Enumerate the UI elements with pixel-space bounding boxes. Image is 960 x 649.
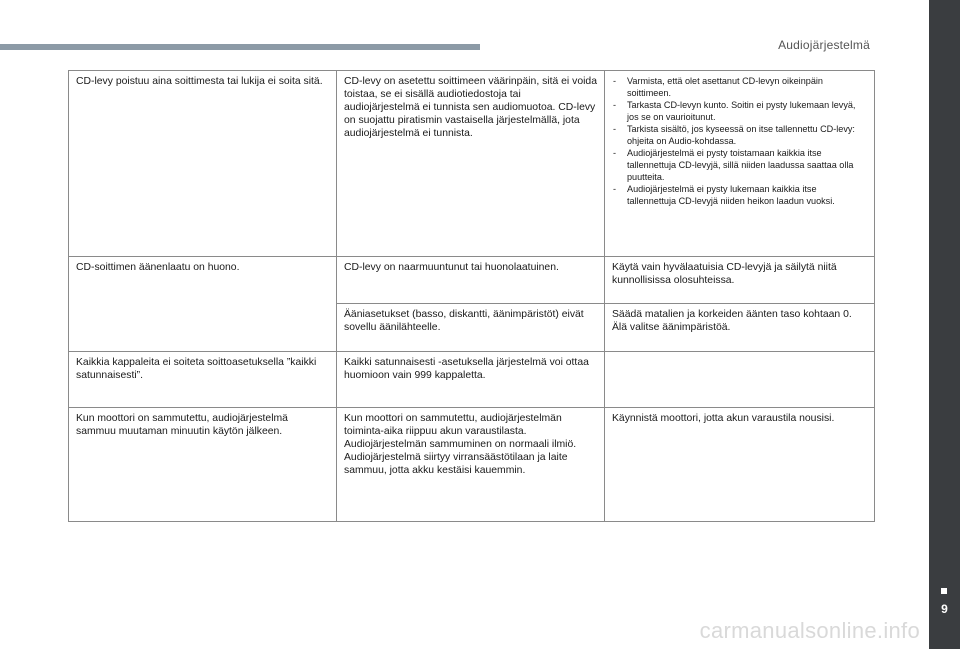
table-row bbox=[69, 71, 875, 257]
cause-cell: CD-levy on naarmuuntunut tai huonolaatuinen. bbox=[337, 257, 605, 304]
solution-cell: Käytä vain hyvälaatuisia CD-levyjä ja säilytä niitä kunnollisissa olosuhteissa. bbox=[605, 257, 875, 304]
section-title: Audiojärjestelmä bbox=[778, 38, 870, 52]
troubleshooting-table bbox=[68, 70, 875, 522]
cause-cell: Ääniasetukset (basso, diskantti, äänimpäristöt) eivät sovellu äänilähteelle. bbox=[337, 304, 605, 352]
table-row bbox=[69, 352, 875, 408]
solution-cell: Käynnistä moottori, jotta akun varaustila nousisi. bbox=[605, 408, 875, 522]
problem-cell: Kaikkia kappaleita ei soiteta soittoasetuksella ”kaikki satunnaisesti”. bbox=[69, 352, 337, 408]
header-rule bbox=[0, 44, 480, 50]
list-item: - Audiojärjestelmä ei pysty lukemaan kaikkia itse tallennettuja CD-levyjä niiden heikon laadun vuoksi. bbox=[612, 183, 867, 207]
cause-cell: Kun moottori on sammutettu, audiojärjestelmän toiminta-aika riippuu akun varaustilasta. Audiojärjestelmän sammuminen on normaali ilmiö. Audiojärjestelmä siirtyy virransäästötilaan ja laite sammuu, jotta akku kestäisi kauemmin. bbox=[337, 408, 605, 522]
solution-cell bbox=[605, 71, 875, 257]
problem-cell: CD-levy poistuu aina soittimesta tai lukija ei soita sitä. bbox=[69, 71, 337, 257]
section-marker bbox=[941, 588, 947, 594]
solution-list bbox=[612, 75, 867, 207]
solution-cell: Säädä matalien ja korkeiden äänten taso kohtaan 0. Älä valitse äänimpäristöä. bbox=[605, 304, 875, 352]
table-row bbox=[69, 408, 875, 522]
list-item: - Varmista, että olet asettanut CD-levyn oikeinpäin soittimeen. bbox=[612, 75, 867, 99]
cause-cell: CD-levy on asetettu soittimeen väärinpäin, sitä ei voida toistaa, se ei sisällä audiotiedostoja tai audiojärjestelmä ei tunnista sen audiomuotoa. CD-levy on suojattu piratismin vastaisella järjestelmällä, jota audiojärjestelmä ei tunnista. bbox=[337, 71, 605, 257]
page-sidebar bbox=[929, 0, 960, 649]
list-item: - Tarkasta CD-levyn kunto. Soitin ei pysty lukemaan levyä, jos se on vaurioitunut. bbox=[612, 99, 867, 123]
page-number: 9 bbox=[941, 602, 948, 616]
cause-cell: Kaikki satunnaisesti -asetuksella järjestelmä voi ottaa huomioon vain 999 kappaletta. bbox=[337, 352, 605, 408]
problem-cell: CD-soittimen äänenlaatu on huono. bbox=[69, 257, 337, 352]
problem-cell: Kun moottori on sammutettu, audiojärjestelmä sammuu muutaman minuutin käytön jälkeen. bbox=[69, 408, 337, 522]
list-item: - Audiojärjestelmä ei pysty toistamaan kaikkia itse tallennettuja CD-levyjä, sillä niiden laadussa saattaa olla puutteita. bbox=[612, 147, 867, 183]
table-row bbox=[69, 257, 875, 304]
watermark: carmanualsonline.info bbox=[699, 618, 920, 643]
list-item: - Tarkista sisältö, jos kyseessä on itse tallennettu CD-levy: ohjeita on Audio-kohdassa. bbox=[612, 123, 867, 147]
solution-cell bbox=[605, 352, 875, 408]
